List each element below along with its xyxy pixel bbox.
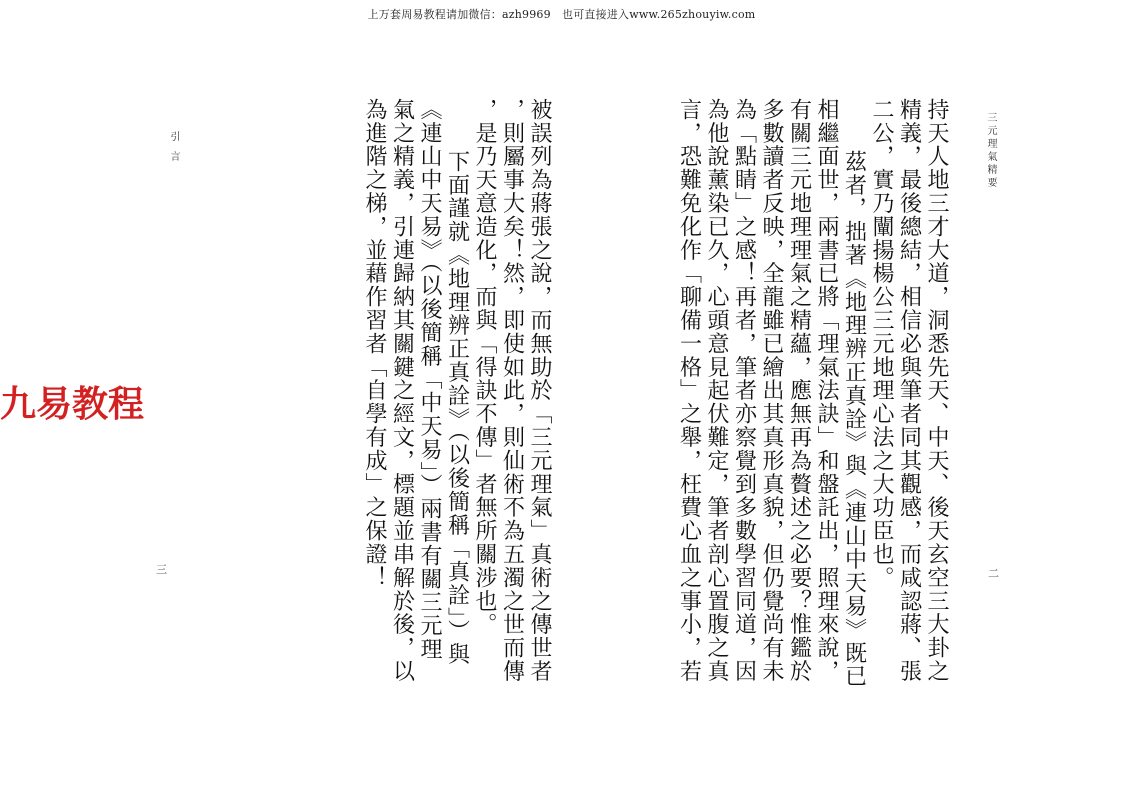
- text-column: 言，恐難免化作「聊備一格」之舉，枉費心血之事小，若: [676, 98, 702, 683]
- text-column: 相繼面世，兩書已將「理氣法訣」和盤託出，照理來說，: [814, 98, 839, 683]
- text-column: 為他說薰染已久，心頭意見起伏難定，筆者剖心置腹之真: [704, 98, 729, 683]
- text-column: 下面謹就《地理辨正真詮》（以後簡稱「真詮」）與: [444, 150, 470, 667]
- page-number-right: 二: [988, 567, 999, 580]
- text-column: ，則屬事大矣！然，即使如此，則仙術不為五濁之世而傳: [499, 98, 525, 683]
- text-column: 有關三元地理理氣之精蘊，應無再為贅述之必要？惟鑑於: [786, 98, 812, 683]
- text-column: 《連山中天易》（以後簡稱「中天易」）兩書有關三元理: [417, 98, 442, 661]
- text-column: 茲者，拙著《地理辨正真詮》與《連山中天易》既已: [841, 150, 867, 689]
- running-head: 三元理氣精要: [985, 112, 996, 190]
- left-page-text: [323, 98, 553, 698]
- text-column: 二公，實乃闡揚楊公三元地理心法之大功臣也。: [869, 98, 894, 590]
- text-column: 多數讀者反映，全龍雖已繪出其真形真貌，但仍覺尚有未: [759, 98, 784, 683]
- text-column: 氣之精義，引連歸納其關鍵之經文，標題並串解於後，以: [389, 98, 415, 683]
- right-page-text: [624, 98, 950, 698]
- chapter-label: 引言: [168, 131, 179, 171]
- page-number-left: 三: [156, 563, 167, 576]
- text-column: 為進階之梯，並藉作習者「自學有成」之保證！: [362, 98, 387, 590]
- text-column: ，是乃天意造化，而與「得訣不傳」者無所關涉也。: [472, 98, 497, 637]
- header-banner: 上万套周易教程请加微信：azh9969 也可直接进入www.265zhouyiw.com: [367, 8, 756, 21]
- text-column: 被誤列為蔣張之說，而無助於「三元理氣」真術之傳世者: [527, 98, 552, 683]
- text-column: 持天人地三才大道，洞悉先天、中天、後天玄空三大卦之: [924, 98, 949, 683]
- text-column: 精義，最後總結，相信必與筆者同其觀感，而咸認蔣、張: [896, 98, 922, 683]
- watermark-logo: 九易教程: [0, 384, 145, 425]
- text-column: 為「點睛」之感！再者，筆者亦察覺到多數學習同道，因: [731, 98, 757, 683]
